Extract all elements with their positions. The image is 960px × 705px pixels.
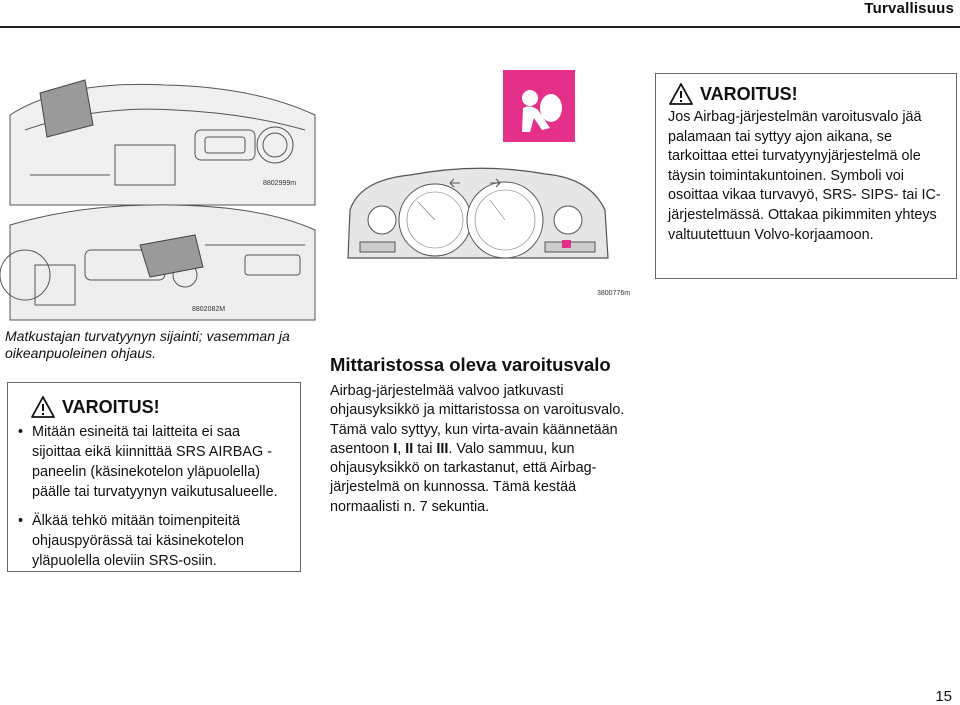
warning-box-left: [7, 382, 301, 572]
body-separator-2: tai: [413, 440, 437, 457]
warning-box-right: [655, 73, 957, 279]
warning-item-2: • Älkää tehkö mitään toimenpiteitä ohjauspyörässä tai käsinekotelon yläpuolella oleviin SRS-osiin.: [18, 511, 290, 571]
body-separator-1: ,: [397, 440, 406, 457]
page-number: 15: [935, 688, 952, 705]
warning-triangle-icon: [668, 82, 694, 106]
ignition-position-1: I: [393, 440, 398, 457]
warning-header-left: [30, 395, 290, 419]
section-title: Turvallisuus: [864, 0, 954, 17]
warning-title-right: VAROITUS!: [700, 83, 798, 104]
warning-text-left: [18, 422, 290, 571]
warning-title-left: VAROITUS!: [62, 396, 160, 417]
airbag-warning-symbol: [503, 70, 575, 142]
instrument-cluster-illustration: [340, 70, 631, 300]
section-heading: Mittaristossa oleva varoitusvalo: [330, 354, 611, 375]
figure-code-1: 8802999m: [263, 180, 297, 187]
section-body: [330, 382, 630, 517]
warning-item-1: • Mitään esineitä tai laitteita ei saa sijoittaa eikä kiinnittää SRS AIRBAG -paneelin (käsinekotelon yläpuolella) päälle tai turvatyynyn vaikutusalueelle.: [18, 422, 290, 502]
warning-triangle-icon: [30, 395, 56, 419]
figure-code-3: 3800776m: [597, 290, 631, 297]
airbag-location-illustration: [5, 75, 320, 325]
body-text-part1: Airbag-järjestelmää valvoo jatkuvasti ohjausyksikkö ja mittaristossa on varoitusvalo. Tämä valo syttyy, kun virta-avain käännetään asentoon: [330, 383, 625, 457]
ignition-position-2: II: [405, 440, 414, 457]
body-text-part2: . Valo sammuu, kun ohjausyksikkö on tarkastanut, että Airbag-järjestelmä on kunnossa. Tämä kestää normaalisti n. 7 sekuntia.: [330, 440, 597, 515]
figure-code-2: 8802082M: [192, 306, 226, 313]
warning-text-right: Jos Airbag-järjestelmän varoitusvalo jää palamaan tai syttyy ajon aikana, se tarkoittaa ettei turvatyynyjärjestelmä ole täysin toimintakuntoinen. Symboli voi osoittaa vikaa turvavyö, SRS- SIPS- tai IC-järjestelmässä. Ottakaa pikimmiten yhteys valtuutettuun Volvo-korjaamoon.: [668, 109, 941, 243]
figure-caption: Matkustajan turvatyynyn sijainti; vasemman ja oikeanpuoleinen ohjaus.: [5, 328, 290, 361]
ignition-position-3: III: [436, 440, 449, 457]
header-rule: [0, 26, 960, 28]
warning-header-right: [668, 82, 946, 106]
